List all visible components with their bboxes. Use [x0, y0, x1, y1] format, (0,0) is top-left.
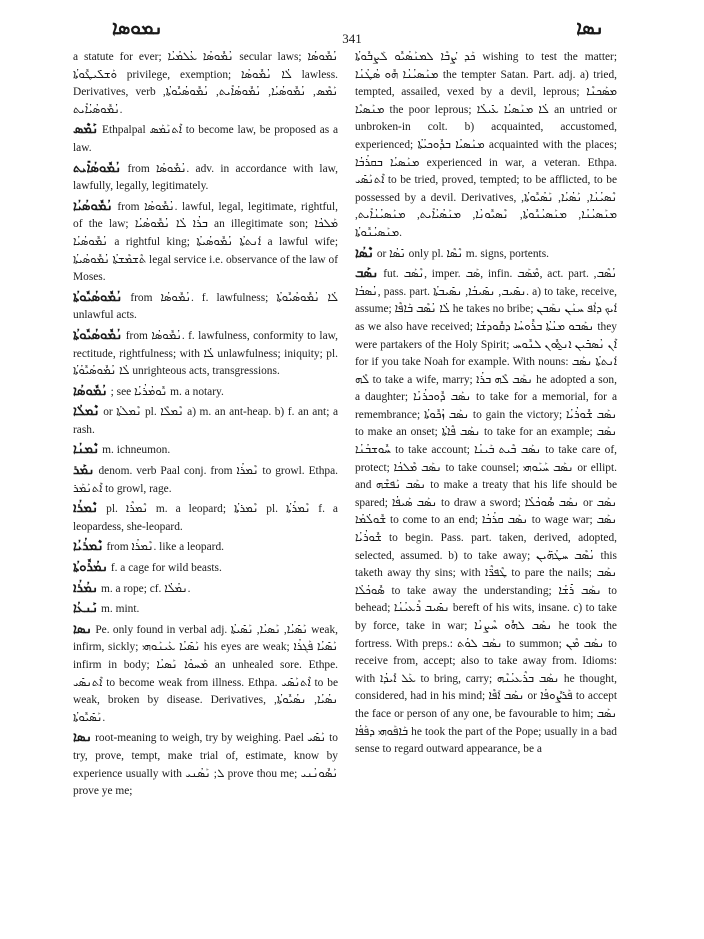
dictionary-entry — [73, 728, 338, 800]
dictionary-entry — [73, 288, 338, 325]
dictionary-entry — [73, 159, 338, 196]
entry-headword: ܢܳܡܽܘܣܳܐܺܝܬ — [73, 159, 122, 175]
entry-text: from ܢܶܡܪܳܐ. like a leopard. — [106, 541, 224, 554]
page-number: 341 — [342, 31, 362, 46]
dictionary-entry — [73, 499, 338, 536]
dictionary-entry — [73, 599, 338, 619]
dictionary-entry — [73, 382, 338, 402]
dictionary-entry — [73, 120, 338, 157]
entry-text: fut. ܢܶܣܰܒ, imper. ܣܰܒ, infin. ܡܶܣܰܒ, act. part. ܢܳܣܶܒ, ܢܳܣܒܳܐ, pass. part. ܢܣܺܝܒ, ܢܣܺܝܒܳܐ, ܢܣܺܝܒܬܳܐ. a) to take, receive, assume; ܠܳܐ ܢܳܣܶܒ ܒܰܐܦܶܐ he takes no bribe; ܐܰܝܟ ܕܐܳܦ ܚܢܰܢ ܢܣܰܒܢ as we also have received; ܢܣܰܒܘ ܡܢܳܬܳܐ ܒܪܽܘܚܳܐ ܕܩܽܘܕܫܳܐ they were partakers of the Holy Spirit; ܐܶܢ ܢܳܣܒܺܝܢ ܐܢ̱ܬܽܘܢ ܠܢܽܘܚ for if you take Noah for example. With nouns: ܐܰܢܬܬܳܐ ܢܣܰܒ ܠܶܗ to take a wife, marry; ܢܣܰܒ ܠܶܗ ܒܪܳܐ he adopted a son, a daughter; ܢܣܰܒ ܕܽܘܟܪܳܢܳܐ to take for a memorial, for a remembrance; ܢܣܰܒ ܙܳܟܽܘܬܳܐ to gain the victory; ܢܣܰܒ ܫܽܘܪܳܝܳܐ to make an onset; ܢܣܰܒ ܦܶܐܬܳܐ to take for an example; ܢܣܰܒ ܚܽܘܫܒܳܢܳܐ to take account; ܢܣܰܒ ܒܶܝܬ ܒܰܝܢܳܐ to take care of, protect; ܢܣܰܒ ܡܶܠܟܳܐ to take counsel; ܢܣܰܒ ܚܰܝܰܘܗܝ or ellipt. and ܢܣܰܒ ܢܰܦܫܶܗ to make a treaty that his life should be spared; ܢܣܰܒ ܣܰܝܦܳܐ to draw a sword; ܢܣܰܒ ܣܽܘܟܳܠܳܐ or ܢܣܰܒ ܫܽܘܠܳܡܳܐ to come to an end; ܢܣܰܒ ܩܪܳܒܳܐ to wage war; ܢܣܰܒ ܫܽܘܪܳܝܳܐ to begin. Pass. part. taken, derived, adopted, selected, assumed. b) to take away; ܢܳܣܶܒ ܚܛܳܗ̈ܰܝܢ this taketh away thy sins; with ܛܶܦܪ̈ܶܐ to pare the nails; ܢܣܰܒ ܣܽܘܟܳܠܳܐ to take away the understanding; ܢܣܰܒ ܪܺܫܳܐ to behead; ܢܣܺܝܒ ܪܶܥܝܳܢܳܐ bereft of his wits, insane. c) to take by force, take in war; ܢܣܰܒ ܠܗܽܘ ܚܶܨܢܳܐ he took the fortress. With preps.: ܢܣܰܒ ܠܘܳܬ to summon; ܢܣܰܒ ܡܶܢ to receive from, accept; also to take away from. Idioms: with ܥܰܠ ܐܺܝܕܳܐ to bring, carry; ܢܣܰܒ ܒܪܶܥܝܳܢܶܗ he thought, considered, had in his mind; ܢܣܰܒ ܐܰܦܶܐ or ܦܰܪܨܽܘܦܳܐ to accept the face or person of any one, be favourable to him; ܢܣܰܒ ܒܰܐܦܰܘܗܝ ܕܦܰܦܳܐ he took the part of the Pope; usually in a bad sense to regard outward appearance, be a — [355, 268, 618, 756]
entry-text: m. a rope; cf. ܢܡܳܠܳܐ. — [101, 582, 191, 595]
entry-headword: ܢܡܳܪܳܐ — [73, 579, 99, 595]
entry-headword: ܢܶܡܪܳܐ — [73, 500, 99, 516]
dictionary-entry — [73, 461, 338, 498]
dictionary-entry — [73, 537, 338, 557]
entry-text: from ܢܳܡܽܘܣܳܐ. lawful, legal, legitimate, rightful, of the law; ܒܪܳܐ ܠܳܐ ܢܳܡܽܘܣܳܝܳܐ an illegitimate son; ܡܰܠܟܳܐ ܢܳܡܽܘܣܳܝܳܐ a rightful king; ܐܰܢܬܬܳܐ ܢܳܡܽܘܣܳܝܬܳܐ a lawful wife; ܬܶܫܡܶܫܬܳܐ ܢܳܡܽܘܣܳܝܬܳܐ legal service i.e. observance of the law of Moses. — [73, 200, 339, 284]
entry-headword: ܢܳܡܽܘܣܳܝܽܘܬܳܐ — [73, 326, 123, 342]
entry-text: m. mint. — [101, 603, 140, 616]
entry-text: pl. ܢܶܡܪܶܐ m. a leopard; ܢܶܡܪܬܳܐ pl. ܢܶܡܪܳܬܳܐ f. a leopardess, she-leopard. — [73, 503, 338, 533]
entry-headword: ܢܣܐ — [73, 620, 92, 636]
dictionary-entry — [73, 620, 338, 728]
entry-text: Ethpalpal ܐܶܬܢܰܡܰܣ to become law, be proposed as a law. — [73, 124, 338, 154]
entry-headword: ܢܶܣܳܐ — [355, 244, 374, 260]
entry-headword: ܢܳܡܽܘܣܳܝܳܐ — [73, 197, 113, 213]
entry-text: ; see ܢܽܘܡܳܪܳܝܳܐ m. a notary. — [110, 385, 224, 398]
entry-headword: ܢܳܡܽܘܣܳܝܽܘܬܳܐ — [73, 288, 123, 304]
entry-text: f. a cage for wild beasts. — [110, 562, 222, 575]
entry-text: or ܢܺܣܳܐ only pl. ܢܶܣܶܐ m. signs, portents. — [376, 247, 550, 260]
entry-headword: ܢܡܳܪܽܘܬܳܐ — [73, 559, 108, 575]
dictionary-entry — [73, 579, 338, 599]
dictionary-entry — [355, 49, 617, 243]
dictionary-entry — [73, 402, 338, 439]
entry-headword: ܢܰܢܥܳܐ — [73, 600, 99, 616]
left-column — [73, 49, 338, 802]
entry-text: m. ichneumon. — [102, 444, 171, 457]
dictionary-entry — [73, 326, 338, 381]
entry-text: ܟܰܕ ܨܳܒܶܐ ܠܡܢܰܣܳܝܽܘ ܠܰܨܒܽܘܬܳܐ wishing to test the matter; ܡܢܰܣܝܳܢܳܐ ܗܽܘ ܣܳܛܳܢܳܐ the tempter Satan. Part. adj. a) tried, tempted, assailed, vexed by a devil, leprous; ܡܣܰܟܢܶܐ ܡܢܰܣܝܶܐ the poor leprous; ܠܳܐ ܡܢܰܣܝܳܐ ܥܺܝܠܳܐ an untried or unbroken-in colt. b) acquainted, accustomed, experienced; ܡܢܰܣܝܳܐ ܒܕܽܘܟܝܳܬܳܐ acquainted with the places; ܡܢܰܣܝܳܐ ܒܩܪܳܒܳܐ experienced in war, a veteran. Ethpa. ܐܶܬܢܰܣܺܝ to be tried, proved, tempted; to be afflicted, to be possessed by a devil. Derivatives, ܢܶܣܝܳܢܳܐ, ܢܰܣܳܝܳܐ, ܢܰܣܳܝܽܘܬܳܐ, ܡܢܰܣܝܳܢܳܐ, ܡܢܰܣܝܳܢܽܘܬܳܐ, ܢܶܣܝܽܘܢܳܐ, ܡܢܰܣܳܝܳܐܺܝܬ, ܡܢܰܣܝܳܢܳܐܺܝܬ, ܡܢܰܣܝܳܢܽܘܬܳܐ. — [355, 51, 618, 239]
entry-text: from ܢܳܡܽܘܣܳܐ. adv. in accordance with law, lawfully, legally, legitimately. — [73, 162, 338, 193]
right-running-head: ܢܣܐ — [576, 18, 604, 39]
dictionary-entry — [73, 197, 338, 287]
entry-headword: ܢܰܡܶܣ — [73, 121, 99, 137]
entry-text: root-meaning to weigh, try by weighing. Pael ܢܰܣܺܝ to try, prove, tempt, make trial of, estimate, know by experience usually with ܠ; ܢܰܣܳܢܝ prove thou me; ܢܰܣܽܘܢܳܢܝ prove ye me; — [73, 732, 338, 798]
left-running-head: ܢܡܘܣܐ — [112, 18, 163, 39]
right-column — [355, 49, 617, 760]
dictionary-entry — [355, 264, 617, 759]
entry-headword: ܢܶܡܪܳܝܳܐ — [73, 538, 104, 554]
entry-text: a statute for ever; ܢܳܡܽܘܣܳܐ ܥܳܠܡܳܝܳܐ secular laws; ܢܳܡܽܘܣܳܐ ܘܰܫܠܺܝܛܽܘܬܳܐ privilege, exemption; ܠܳܐ ܢܳܡܽܘܣܳܐ lawless. Derivatives, verb ܢܰܡܶܣ, ܢܳܡܽܘܣܳܝܳܐ, ܢܳܡܽܘܣܳܐܺܝܬ, ܢܳܡܽܘܣܳܝܽܘܬܳܐ, ܢܳܡܽܘܣܳܝܳܐܺܝܬ. — [73, 51, 339, 116]
entry-text: denom. verb Paal conj. from ܢܶܡܪܳܐ to growl. Ethpa. ܐܶܬܢܰܡܰܪ to growl, rage. — [73, 465, 338, 495]
entry-headword: ܢܳܡܽܘܣܳܐ — [73, 382, 108, 398]
dictionary-entry — [73, 558, 338, 578]
dictionary-entry — [355, 244, 617, 264]
entry-text: or ܢܶܡܠܬܳܐ pl. ܢܶܡܠܶܐ a) m. an ant-heap. b) f. an ant; a rash. — [73, 406, 338, 436]
entry-text: from ܢܳܡܽܘܣܳܐ. f. lawfulness, conformity to law, rectitude, rightfulness; with ܠܳܐ unlawfulness; iniquity; pl. ܠܳܐ ܢܳܡܽܘܣܳܝܽܘܳܬܳܐ unrighteous acts, transgressions. — [73, 329, 338, 378]
entry-headword: ܢܣܰܒ — [355, 265, 379, 281]
entry-text: from ܢܳܡܽܘܣܳܐ. f. lawfulness; ܠܳܐ ܢܳܡܽܘܣܳܝܽܘܬܳܐ unlawful acts. — [73, 291, 338, 322]
entry-headword: ܢܣܐ — [73, 729, 92, 745]
entry-headword: ܢܡܰܪ — [73, 462, 95, 478]
page-header — [0, 18, 704, 48]
entry-headword: ܢܶܡܠܳܐ — [73, 403, 100, 419]
dictionary-entry — [73, 49, 338, 119]
entry-headword: ܢܶܡܢܳܐ — [73, 441, 100, 457]
entry-text: Pe. only found in verbal adj. ܢܰܣܺܝܳܐ, ܢܰܣܝܳܐ, ܢܰܣܺܝܬܳܐ weak, infirm, sickly; ܢܰܣܺܝܳܐ ܥܰܝܢܰܘܗܝ his eyes are weak; ܢܰܣܺܝܳܐ ܦܰܓܪܳܐ infirm in body; ܡܰܚܘܳܐ ܢܰܣܝܳܐ an unhealed sore. Ethpe. ܐܶܬܢܣܺܝ to become weak from illness. Ethpa. ܐܶܬܢܰܣܺܝ to be weak, broken by disease. Derivatives, ܢܣܳܝܳܐ, ܢܣܳܝܽܘܬܳܐ, ܢܰܣܺܝܽܘܬܳܐ. — [73, 623, 339, 724]
dictionary-entry — [73, 440, 338, 460]
